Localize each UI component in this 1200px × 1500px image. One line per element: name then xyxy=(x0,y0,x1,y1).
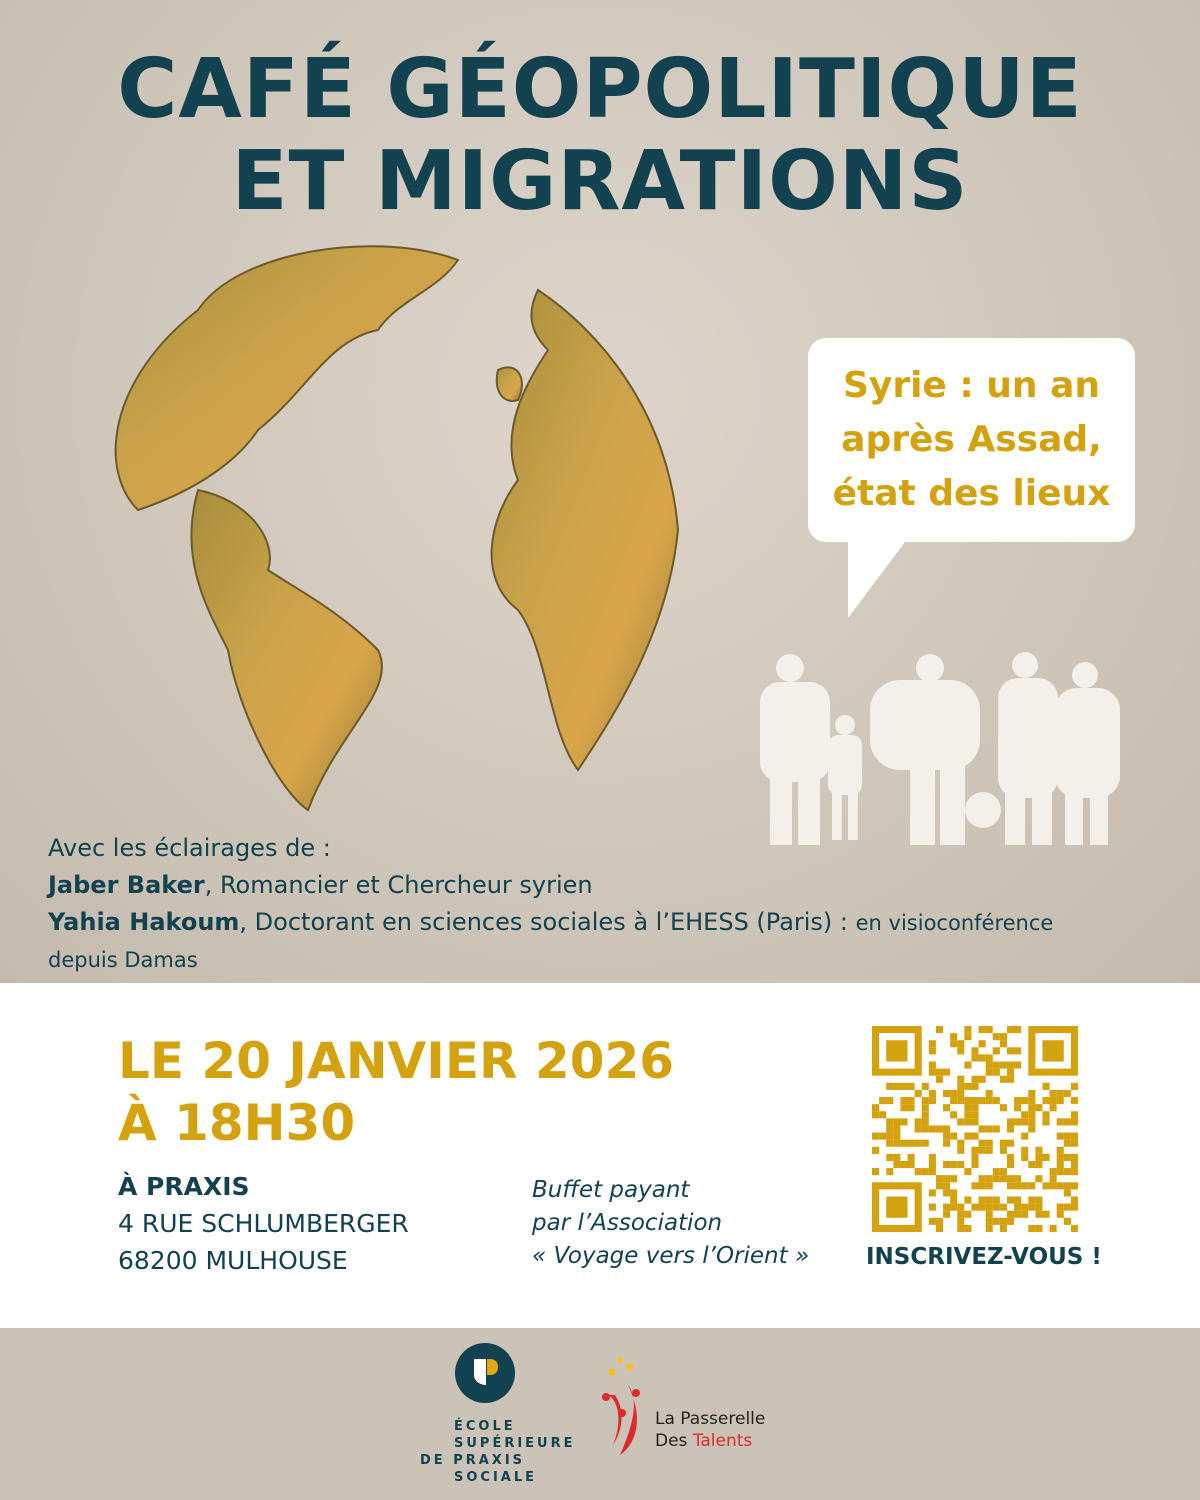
event-date: LE 20 JANVIER 2026 xyxy=(118,1032,675,1090)
event-time: À 18H30 xyxy=(118,1094,356,1152)
bubble-line-3: état des lieux xyxy=(832,473,1111,514)
passerelle-line-1: La Passerelle xyxy=(655,1409,766,1429)
speaker-2-name: Yahia Hakoum xyxy=(48,908,240,936)
title-line-1: CAFÉ GÉOPOLITIQUE xyxy=(117,42,1083,137)
speaker-1 xyxy=(48,867,1053,904)
passerelle-logo-text xyxy=(655,1408,765,1452)
esps-line-4: SOCIALE xyxy=(454,1470,538,1485)
migrants-silhouette xyxy=(740,650,1130,850)
passerelle-talents: Talents xyxy=(692,1431,753,1451)
registration-qr-code[interactable] xyxy=(872,1026,1078,1232)
event-street: 4 RUE SCHLUMBERGER xyxy=(118,1209,409,1238)
bubble-line-2: après Assad, xyxy=(841,419,1102,460)
buffet-line-1: Buffet payant xyxy=(532,1177,690,1203)
esps-line-3: DE PRAXIS xyxy=(420,1453,526,1468)
bubble-line-1: Syrie : un an xyxy=(842,365,1101,406)
esps-logo-text xyxy=(420,1418,576,1486)
title-line-2: ET MIGRATIONS xyxy=(231,134,969,229)
speaker-1-role: , Romancier et Chercheur syrien xyxy=(204,871,593,899)
esps-line-1: ÉCOLE xyxy=(454,1419,516,1434)
speaker-1-name: Jaber Baker xyxy=(48,871,205,899)
event-city: 68200 MULHOUSE xyxy=(118,1246,348,1275)
speakers-section xyxy=(48,830,1053,979)
speaker-2-note-2: depuis Damas xyxy=(48,948,198,972)
globe-illustration xyxy=(78,230,688,830)
esps-line-2: SUPÉRIEURE xyxy=(454,1436,576,1451)
buffet-note xyxy=(532,1174,809,1273)
speech-bubble-tail xyxy=(848,538,908,618)
event-venue: À PRAXIS xyxy=(118,1172,250,1201)
passerelle-logo-icon xyxy=(600,1355,650,1470)
esps-logo-icon xyxy=(455,1343,515,1403)
register-label: INSCRIVEZ-VOUS ! xyxy=(866,1244,1102,1270)
event-datetime xyxy=(118,1030,674,1154)
buffet-line-2: par l’Association xyxy=(532,1210,723,1236)
passerelle-des: Des xyxy=(655,1431,693,1451)
speech-bubble xyxy=(808,338,1135,542)
speaker-2-note: en visioconférence xyxy=(855,911,1054,935)
speaker-2-role: , Doctorant en sciences sociales à l’EHESS (Paris) : xyxy=(239,908,856,936)
buffet-line-3: « Voyage vers l’Orient » xyxy=(532,1243,810,1269)
event-address xyxy=(118,1168,409,1279)
speaker-2 xyxy=(48,904,1053,942)
speakers-intro: Avec les éclairages de : xyxy=(48,834,331,862)
